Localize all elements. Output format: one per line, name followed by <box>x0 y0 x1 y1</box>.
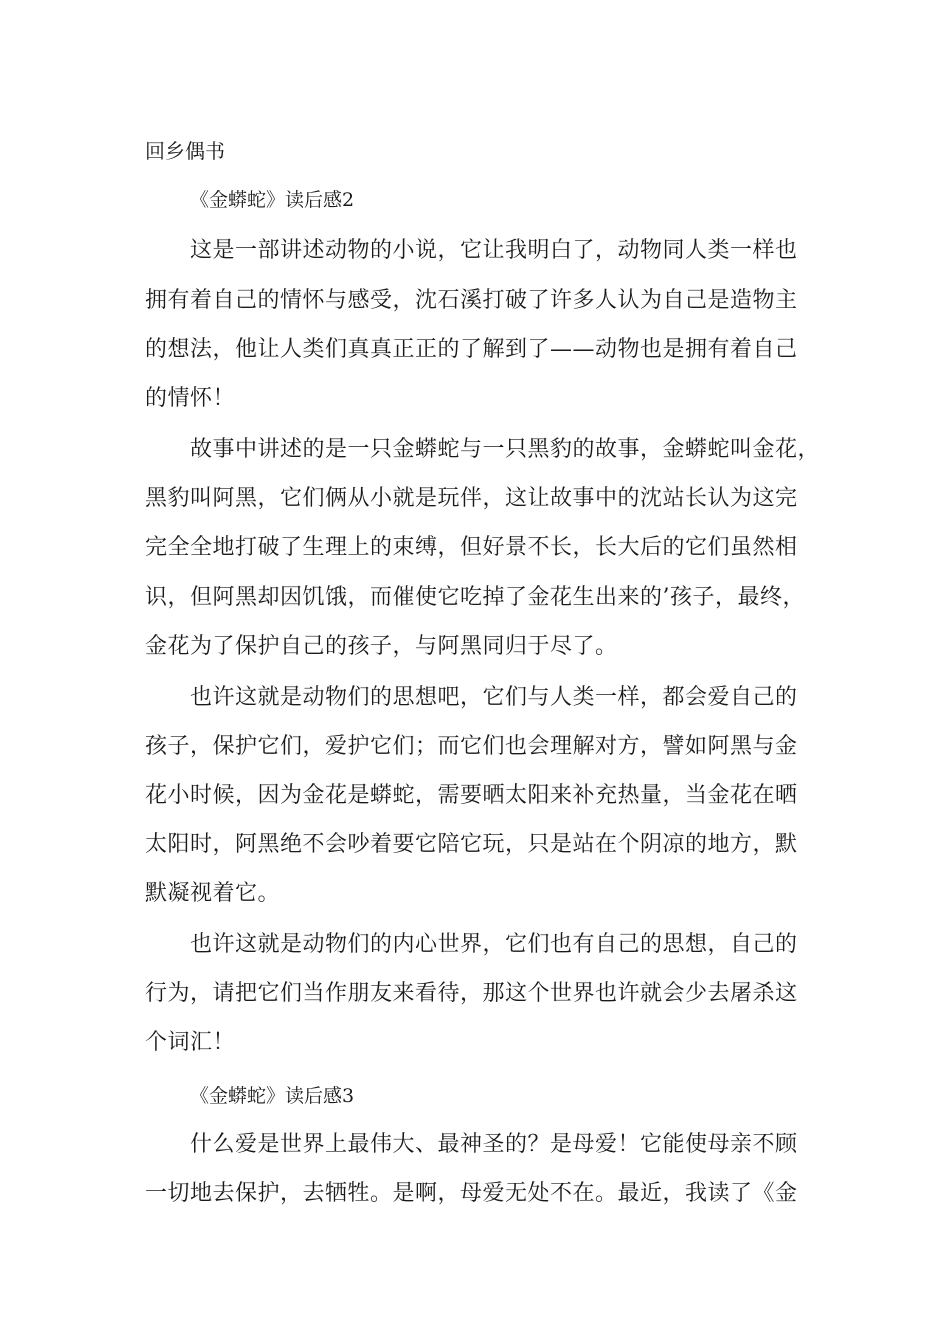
paragraph-4-line-2: 行为，请把它们当作朋友来看待，那这个世界也许就会少去屠杀这 <box>145 981 798 1006</box>
top-title: 回乡偶书 <box>145 139 225 163</box>
paragraph-3-line-1: 也许这就是动物们的思想吧，它们与人类一样，都会爱自己的 <box>190 685 798 710</box>
paragraph-1-line-2: 拥有着自己的情怀与感受，沈石溪打破了许多人认为自己是造物主 <box>145 288 798 313</box>
paragraph-5-line-2: 一切地去保护，去牺牲。是啊，母爱无处不在。最近，我读了《金 <box>145 1181 798 1206</box>
paragraph-2-line-1: 故事中讲述的是一只金蟒蛇与一只黑豹的故事，金蟒蛇叫金花， <box>190 437 821 462</box>
paragraph-2-line-2: 黑豹叫阿黑，它们俩从小就是玩伴，这让故事中的沈站长认为这完 <box>145 486 798 511</box>
paragraph-5-line-1: 什么爱是世界上最伟大、最神圣的？是母爱！它能使母亲不顾 <box>190 1132 798 1157</box>
paragraph-3-line-3: 花小时候，因为金花是蟒蛇，需要晒太阳来补充热量，当金花在晒 <box>145 783 798 808</box>
paragraph-2-line-4: 识，但阿黑却因饥饿，而催使它吃掉了金花生出来的’孩子，最终， <box>145 585 805 610</box>
paragraph-1-line-4: 的情怀！ <box>145 386 236 411</box>
paragraph-4-line-3: 个词汇！ <box>145 1030 236 1055</box>
paragraph-1-line-3: 的想法，他让人类们真真正正的了解到了——动物也是拥有着自己 <box>145 337 798 362</box>
paragraph-1-line-1: 这是一部讲述动物的小说，它让我明白了，动物同人类一样也 <box>190 238 798 263</box>
paragraph-3-line-4: 太阳时，阿黑绝不会吵着要它陪它玩，只是站在个阴凉的地方，默 <box>145 832 798 857</box>
paragraph-3-line-5: 默凝视着它。 <box>145 881 281 906</box>
section-heading-2: 《金蟒蛇》读后感2 <box>190 189 355 211</box>
paragraph-2-line-5: 金花为了保护自己的孩子，与阿黑同归于尽了。 <box>145 634 618 659</box>
paragraph-3-line-2: 孩子，保护它们，爱护它们；而它们也会理解对方，譬如阿黑与金 <box>145 734 798 759</box>
paragraph-4-line-1: 也许这就是动物们的内心世界，它们也有自己的思想，自己的 <box>190 932 798 957</box>
paragraph-2-line-3: 完全全地打破了生理上的束缚，但好景不长，长大后的它们虽然相 <box>145 535 798 560</box>
section-heading-3: 《金蟒蛇》读后感3 <box>190 1085 355 1107</box>
